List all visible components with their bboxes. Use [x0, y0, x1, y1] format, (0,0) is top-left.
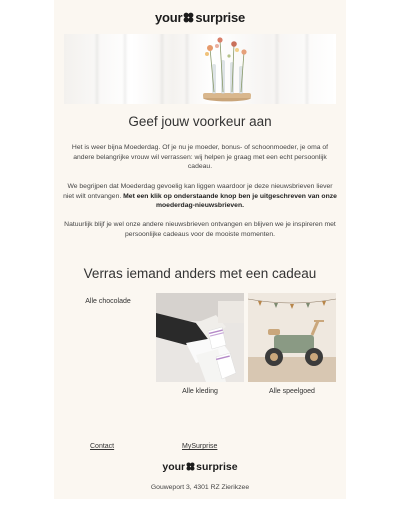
- unsubscribe-bold-text: Met een klik op onderstaande knop ben je uitgeschreven van onze moederdag-nieuwsbrieven.: [123, 192, 337, 210]
- mysurprise-link[interactable]: MySurprise: [182, 443, 218, 450]
- brand-part2: surprise: [195, 10, 246, 25]
- closing-paragraph: Natuurlijk blijf je wel onze andere nieuwsbrieven ontvangen en blijven we je inspireren met persoonlijke cadeaus voor de mooiste momenten.: [64, 221, 336, 238]
- email-container: [54, 0, 346, 499]
- category-kleding-link[interactable]: Alle kleding: [182, 388, 218, 395]
- category-chocolade-link[interactable]: Alle chocolade: [85, 298, 131, 305]
- category-speelgoed-image[interactable]: [248, 293, 336, 382]
- toy-bike-illustration: [248, 293, 336, 382]
- section-heading: Verras iemand anders met een cadeau: [83, 266, 317, 281]
- category-kleding-image[interactable]: [156, 293, 244, 382]
- unsubscribe-text: We begrijpen dat Moederdag gevoelig kan liggen waardoor je deze nieuwsbrieven liever niet wilt ontvangen.: [63, 183, 333, 200]
- contact-link[interactable]: Contact: [90, 443, 115, 450]
- company-address: Gouweport 3, 4301 RZ Zierikzee: [150, 484, 250, 491]
- brand-part1: your: [154, 10, 183, 25]
- hero-image[interactable]: [64, 34, 336, 104]
- category-speelgoed-link[interactable]: Alle speelgoed: [269, 388, 315, 395]
- footer-brand-logo[interactable]: [54, 461, 346, 473]
- flower-vase-illustration: [64, 34, 336, 104]
- unsubscribe-paragraph: [62, 182, 338, 211]
- footer-brand-part2: surprise: [196, 461, 238, 473]
- brand-logo[interactable]: [54, 10, 346, 25]
- footer-brand-part1: your: [162, 461, 186, 473]
- socks-illustration: [156, 293, 244, 382]
- footer-clover-icon: [186, 462, 195, 471]
- main-heading: Geef jouw voorkeur aan: [128, 114, 272, 129]
- intro-paragraph: Het is weer bijna Moederdag. Of je nu je moeder, bonus- of schoonmoeder, je oma of andere belangrijke vrouw wil verrassen: wij helpen je graag met een echt persoonlijk cadeau.: [71, 144, 329, 171]
- clover-icon: [183, 12, 194, 23]
